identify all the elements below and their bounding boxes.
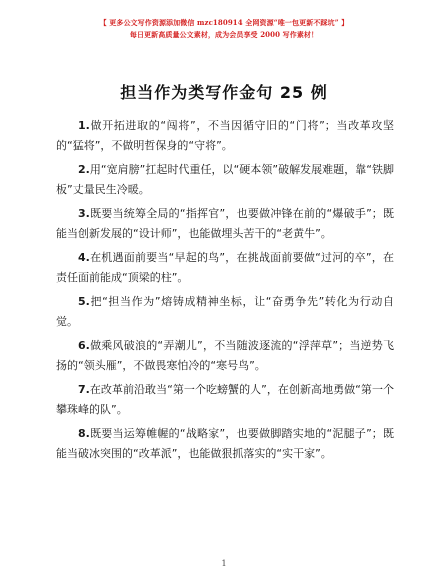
paragraph-text: 把“担当作为”熔铸成精神坐标，让“奋勇争先”转化为行动自觉。 [56,295,394,328]
paragraph-number: 3. [78,207,90,220]
paragraph-text: 既要当统筹全局的“指挥官”，也要做冲锋在前的“爆破手”；既能当创新发展的“设计师”，也能做埋头苦干的“老黄牛”。 [56,207,394,240]
paragraph-number: 6. [78,339,90,352]
paragraph-text: 在改革前沿敢当“第一个吃螃蟹的人”，在创新高地勇做“第一个攀珠峰的队”。 [56,383,394,416]
paragraph-6 [56,336,394,376]
paragraph-text: 做开拓进取的“闯将”，不当因循守旧的“门将”；当改革攻坚的“猛将”，不做明哲保身的“守将”。 [56,119,394,152]
document-body [56,116,394,468]
paragraph-number: 7. [78,383,90,396]
paragraph-number: 4. [78,251,90,264]
paragraph-number: 8. [78,427,90,440]
paragraph-7 [56,380,394,420]
paragraph-5 [56,292,394,332]
page-number: 1 [221,559,227,568]
paragraph-text: 用“宽肩膀”扛起时代重任，以“硬本领”破解发展难题，靠“铁脚板”丈量民生冷暖。 [56,163,394,196]
paragraph-4 [56,248,394,288]
paragraph-number: 1. [78,119,90,132]
paragraph-2 [56,160,394,200]
paragraph-1 [56,116,394,156]
document-title: 担当作为类写作金句 25 例 [120,83,328,102]
paragraph-number: 5. [78,295,90,308]
paragraph-text: 既要当运筹帷幄的“战略家”，也要做脚踏实地的“泥腿子”；既能当破冰突围的“改革派”，也能做狠抓落实的“实干家”。 [56,427,394,460]
promo-banner-line1: 【 更多公文写作资源添加微信 mzc180914 全网资源“唯一包更新不踩坑” 】 [99,18,349,27]
paragraph-8 [56,424,394,464]
paragraph-text: 做乘风破浪的“弄潮儿”，不当随波逐流的“浮萍草”；当逆势飞扬的“领头雁”，不做畏寒怕冷的“寒号鸟”。 [56,339,394,372]
paragraph-3 [56,204,394,244]
paragraph-text: 在机遇面前要当“早起的鸟”，在挑战面前要做“过河的卒”，在责任面前能成“顶梁的柱”。 [56,251,394,284]
paragraph-number: 2. [78,163,90,176]
promo-banner-line2: 每日更新高质量公文素材，成为会员享受 2000 写作素材！ [129,30,319,39]
